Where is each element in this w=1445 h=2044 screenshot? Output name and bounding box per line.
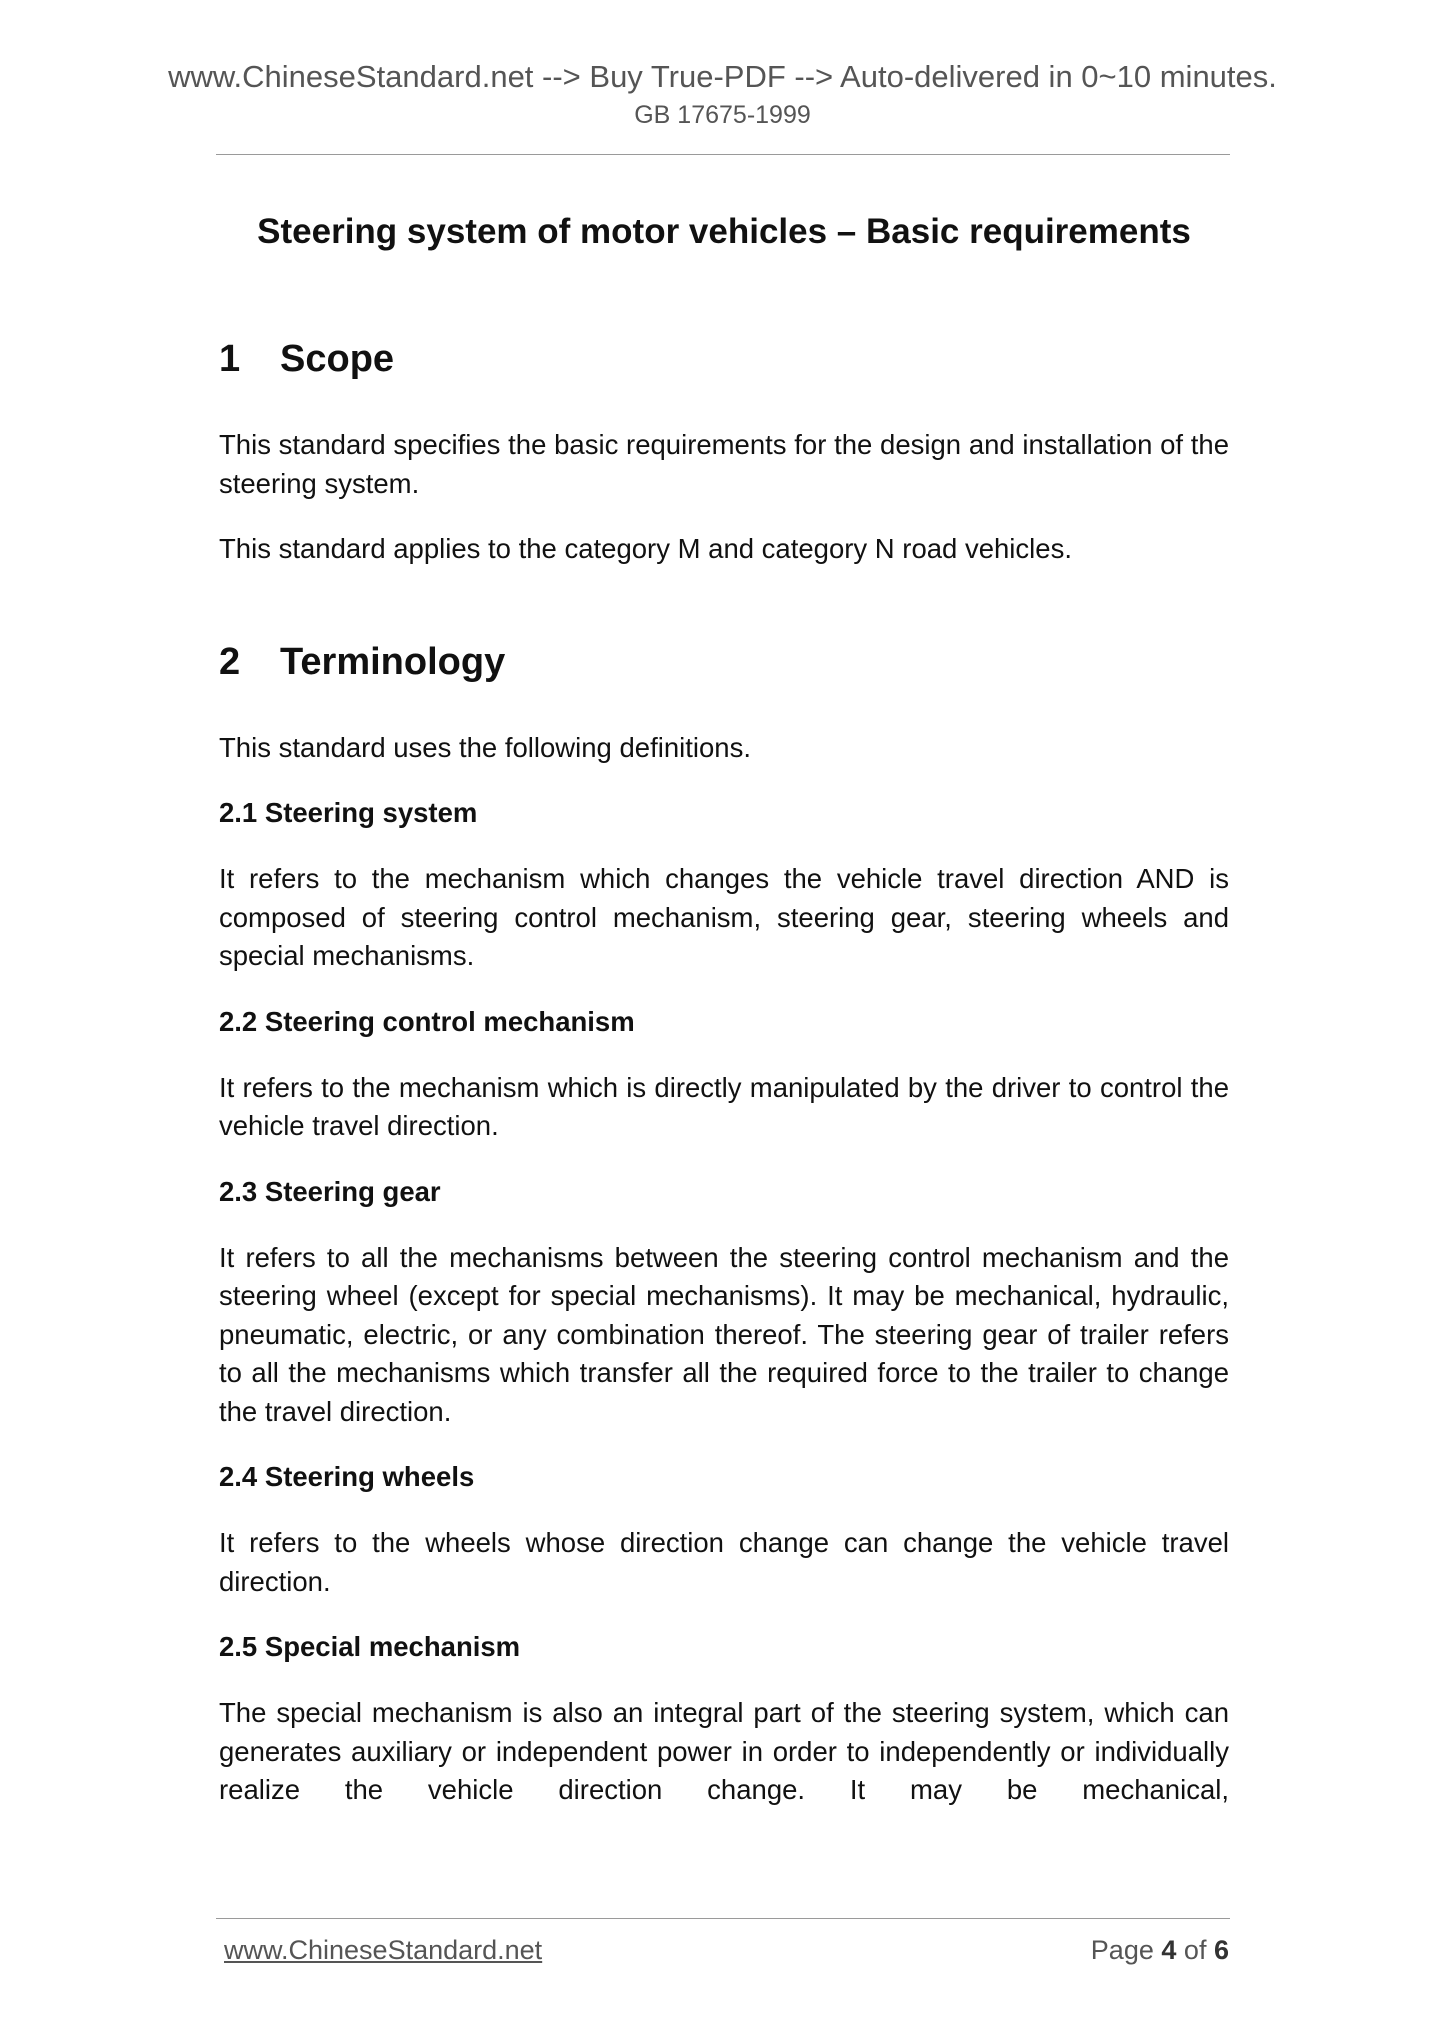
definition-text: It refers to the mechanism which is directly manipulated by the driver to control the vehicle travel direction. — [219, 1071, 1229, 1141]
document-title: Steering system of motor vehicles – Basic requirements — [257, 212, 1191, 251]
subsection-heading: 2.4 Steering wheels — [219, 1461, 475, 1492]
section-number: 2 — [219, 640, 241, 683]
header-standard-number: GB 17675-1999 — [634, 101, 811, 129]
scope-paragraph: This standard specifies the basic requirements for the design and installation of the steering system. — [219, 429, 1229, 499]
total-pages: 6 — [1213, 1935, 1229, 1965]
definition-text: It refers to all the mechanisms between the steering control mechanism and the steering wheel (except for special mechanisms). It may be mechanical, hydraulic, pneumatic, electric, or any combination thereof. The steering gear of trailer refers to all the mechanisms which transfer all the required force to the trailer to change the travel direction. — [219, 1241, 1229, 1427]
subsection-heading: 2.5 Special mechanism — [219, 1631, 521, 1662]
subsection-heading: 2.2 Steering control mechanism — [219, 1005, 635, 1037]
scope-paragraph: This standard applies to the category M and category N road vehicles. — [219, 533, 1072, 564]
terminology-intro: This standard uses the following definitions. — [219, 731, 751, 763]
section-title: Terminology — [280, 640, 506, 683]
current-page: 4 — [1161, 1935, 1177, 1965]
page-number-indicator — [1091, 1930, 1229, 1970]
footer-divider — [216, 1918, 1230, 1919]
section-heading-terminology — [219, 639, 1229, 685]
document-body — [219, 210, 1229, 1837]
section-number: 1 — [219, 338, 241, 380]
definition-text: The special mechanism is also an integral part of the steering system, which can generates auxiliary or independent power in order to independently or individually realize the vehicle direction change. It may be mechanical, — [219, 1697, 1229, 1805]
page-of-word: of — [1183, 1935, 1207, 1965]
definition-text: It refers to the wheels whose direction change can change the vehicle travel direction. — [219, 1527, 1229, 1597]
page-word: Page — [1090, 1935, 1154, 1965]
subsection-heading: 2.1 Steering system — [219, 797, 478, 828]
section-title: Scope — [280, 338, 395, 380]
footer-website-link[interactable]: www.ChineseStandard.net — [224, 1935, 543, 1965]
header-divider — [216, 154, 1230, 155]
subsection-heading: 2.3 Steering gear — [219, 1175, 441, 1207]
header-promo-text: www.ChineseStandard.net --> Buy True-PDF --> Auto-delivered in 0~10 minutes. — [168, 59, 1277, 94]
section-heading-scope — [219, 336, 1229, 382]
definition-text: It refers to the mechanism which changes the vehicle travel direction AND is composed of steering control mechanism, steering gear, steering wheels and special mechanisms. — [219, 863, 1229, 971]
page-header — [0, 58, 1445, 132]
